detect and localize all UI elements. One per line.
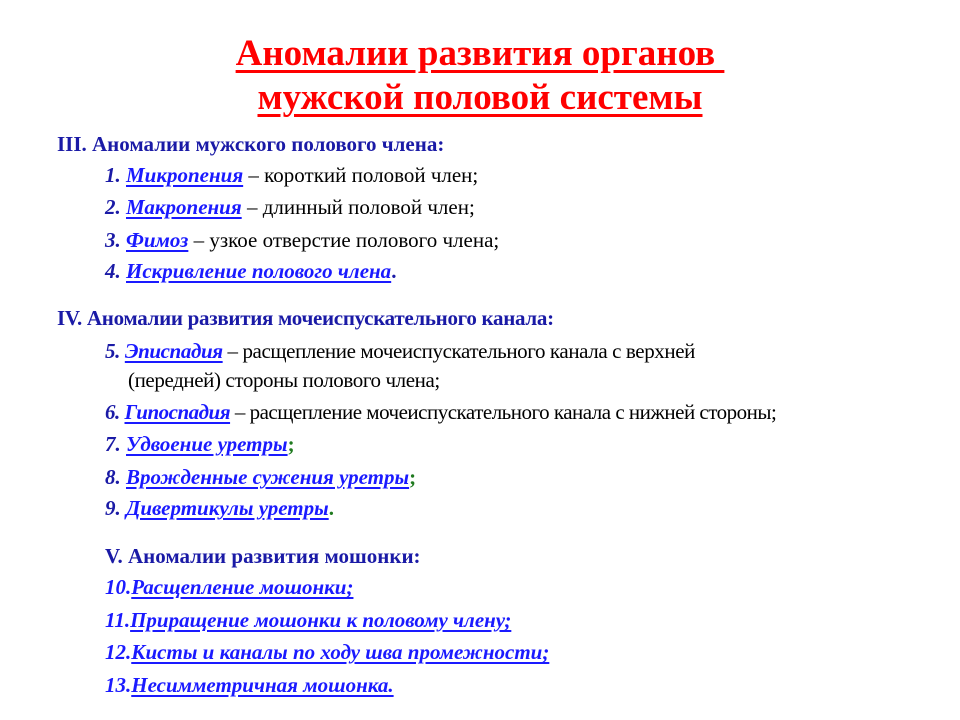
list-item-12 (105, 638, 549, 666)
list-item-4 (105, 257, 396, 285)
link-iskrivlenie[interactable]: Искривление полового члена (126, 259, 392, 283)
list-item-8 (105, 463, 416, 491)
section-heading-IV: IV. Аномалии развития мочеиспускательного канала: (57, 306, 554, 330)
list-item-11 (105, 606, 511, 634)
item-number: 1. (105, 163, 121, 187)
item-description-continuation: (передней) стороны полового члена; (128, 368, 440, 392)
item-punctuation: . (391, 259, 397, 283)
slide-title (0, 32, 960, 120)
link-makropenia[interactable]: Макропения (126, 195, 242, 219)
link-epispadia[interactable]: Эписпадия (124, 339, 223, 363)
item-number: 13. (105, 673, 132, 697)
item-description: – расщепление мочеиспускательного канала с верхней (222, 339, 695, 363)
item-punctuation: . (328, 496, 334, 520)
item-number: 4. (105, 259, 121, 283)
list-item-1 (105, 161, 478, 189)
item-number: 12. (105, 640, 132, 664)
item-number: 11. (105, 608, 131, 632)
section-heading-V: V. Аномалии развития мошонки: (105, 544, 421, 568)
list-item-10 (105, 573, 353, 601)
section-heading-III: III. Аномалии мужского полового члена: (57, 132, 445, 156)
link-prirashchenie-moshonki[interactable]: Приращение мошонки к половому члену; (130, 608, 512, 632)
title-line-2: мужской половой системы (257, 77, 703, 118)
item-number: 10. (105, 575, 132, 599)
item-description: – длинный половой член; (241, 195, 475, 219)
item-description: – короткий половой член; (243, 163, 479, 187)
item-number: 3. (105, 228, 121, 252)
item-number: 9. (105, 496, 121, 520)
item-number: 7. (105, 432, 121, 456)
list-item-7 (105, 430, 295, 458)
link-udvoenie-uretry[interactable]: Удвоение уретры (126, 432, 288, 456)
list-item-5 (105, 337, 695, 365)
item-description: – расщепление мочеиспускательного канала с нижней стороны; (230, 400, 777, 424)
link-kisty-i-kanaly[interactable]: Кисты и каналы по ходу шва промежности; (131, 640, 550, 664)
item-punctuation: ; (287, 432, 295, 456)
link-nesimmetrichnaya-moshonka[interactable]: Несимметричная мошонка. (131, 673, 394, 697)
item-number: 5. (105, 339, 120, 363)
list-item-9 (105, 494, 334, 522)
list-item-2 (105, 193, 475, 221)
item-number: 2. (105, 195, 121, 219)
item-punctuation: ; (409, 465, 417, 489)
item-description: – узкое отверстие полового члена; (188, 228, 500, 252)
list-item-6 (105, 398, 776, 426)
title-line-1: Аномалии развития органов (235, 33, 725, 74)
list-item-3 (105, 226, 499, 254)
link-mikropenia[interactable]: Микропения (126, 163, 244, 187)
link-divertikuly-uretry[interactable]: Дивертикулы уретры (126, 496, 329, 520)
item-number: 6. (105, 400, 120, 424)
link-gipospadia[interactable]: Гипоспадия (124, 400, 231, 424)
link-fimoz[interactable]: Фимоз (126, 228, 189, 252)
link-rasshcheplenie-moshonki[interactable]: Расщепление мошонки; (131, 575, 354, 599)
list-item-13 (105, 671, 394, 699)
item-number: 8. (105, 465, 121, 489)
link-vrozhdennye-suzhenia[interactable]: Врожденные сужения уретры (126, 465, 410, 489)
